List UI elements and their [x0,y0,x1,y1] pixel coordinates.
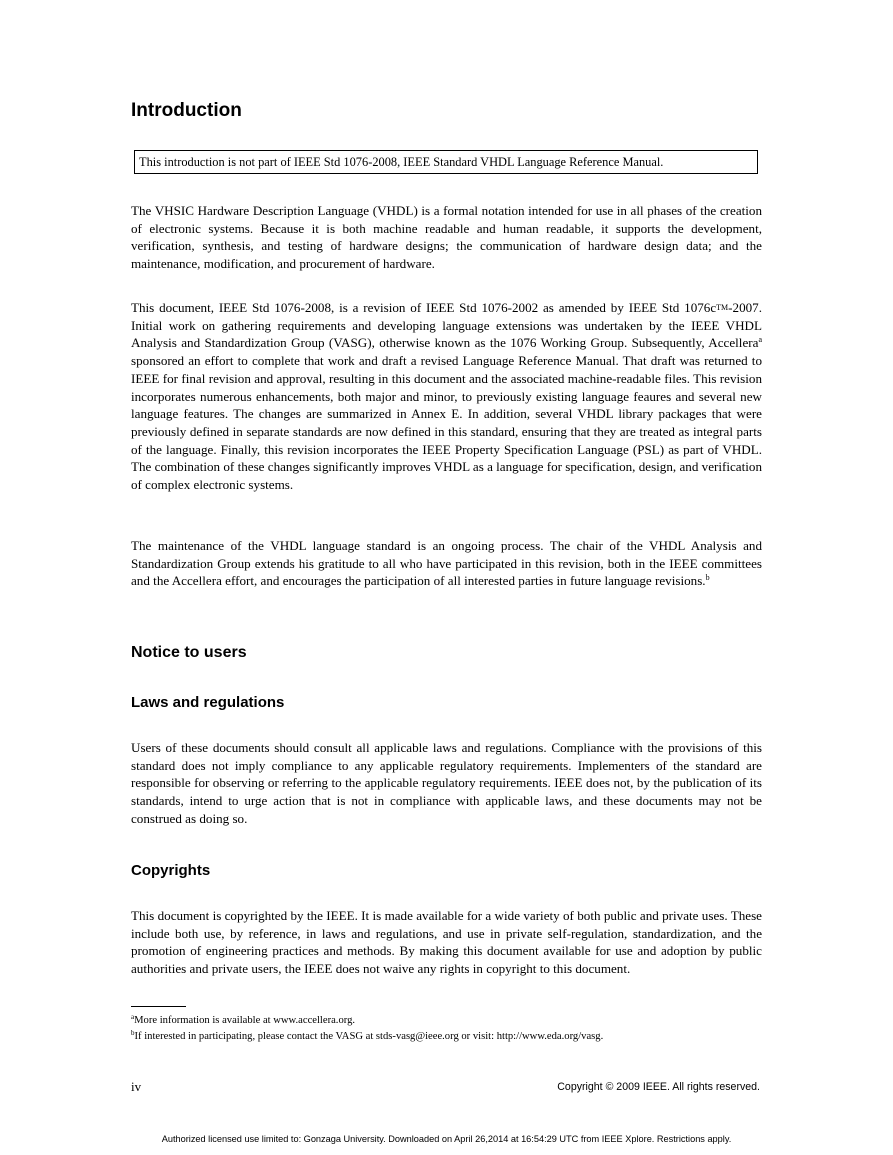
footnote-a: $^a$More information is available at www.accellera.org. [131,1013,356,1026]
subsection-title-copyrights: Copyrights [131,862,211,879]
paragraph-revision-history: This document, IEEE Std 1076-2008, is a revision of IEEE Std 1076-2002 as amended by IEEE Std 1076cTM-2007. Initial work on gathering requirements and developing language extensions was undertaken by the IEEE VHDL Analysis and Standardization Group (VASG), otherwise known as the 1076 Working Group. Subsequently, Accellera$^a$ sponsored an effort to complete that work and draft a revised Language Reference Manual. That draft was returned to IEEE for final revision and approval, resulting in this document and the associated machine-readable files. This revision incorporates numerous enhancements, both major and minor, to previously existing language feaures and several new language features. The changes are summarized in Annex E. In addition, several VHDL library packages that were previously defined in separate standards are now defined in this standard, ensuring that they are treated as integral parts of the language. Finally, this revision incorporates the IEEE Property Specification Language (PSL) as part of VHDL. The combination of these changes significantly improves VHDL as a language for specification, design, and verification of complex electronic systems. [131,300,762,493]
paragraph-maintenance: The maintenance of the VHDL language standard is an ongoing process. The chair of the VHDL Analysis and Standardization Group extends his gratitude to all who have participated in this revision, both in the IEEE committees and the Accellera effort, and encourages the participation of all interested parties in future language revisions.$^b$ [131,538,762,589]
license-notice: Authorized licensed use limited to: Gonzaga University. Downloaded on April 26,2014 at 16:54:29 UTC from IEEE Xplore. Restrictions apply. [161,1134,732,1144]
footnote-divider [131,1006,186,1007]
section-title-notice-to-users: Notice to users [131,644,247,661]
subsection-title-laws: Laws and regulations [131,694,285,711]
introduction-note-text: This introduction is not part of IEEE Std 1076-2008, IEEE Standard VHDL Language Reference Manual. [139,155,664,169]
section-title-introduction: Introduction [131,100,242,121]
introduction-note-box [134,150,758,174]
paragraph-laws-regulations: Users of these documents should consult all applicable laws and regulations. Compliance with the provisions of this standard does not imply compliance to any applicable regulatory requirements. Implementers of the standard are responsible for observing or referring to the applicable regulatory requirements. IEEE does not, by the publication of its standards, intend to urge action that is not in compliance with applicable laws, and these documents may not be construed as doing so. [131,740,762,826]
footnote-ref-b: b [705,573,710,583]
paragraph-vhdl-overview: The VHSIC Hardware Description Language (VHDL) is a formal notation intended for use in all phases of the creation of electronic systems. Because it is both machine readable and human readable, it supports the development, verification, synthesis, and testing of hardware designs; the communication of hardware design data; and the maintenance, modification, and procurement of hardware. [131,203,762,272]
footnote-b: $^b$If interested in participating, please contact the VASG at stds-vasg@ieee.org or visit: http://www.eda.org/vasg. [131,1029,604,1042]
page-number: iv [131,1079,142,1094]
paragraph-copyrights: This document is copyrighted by the IEEE. It is made available for a wide variety of both public and private uses. These include both use, by reference, in laws and regulations, and use in private self-regulation, standardization, and the promotion of engineering practices and methods. By making this document available for use and adoption by public authorities and private users, the IEEE does not waive any rights in copyright to this document. [131,908,762,977]
copyright-notice: Copyright © 2009 IEEE. All rights reserved. [557,1081,760,1093]
footnote-ref-a: a [758,335,762,345]
trademark-mark: TM [716,303,729,312]
